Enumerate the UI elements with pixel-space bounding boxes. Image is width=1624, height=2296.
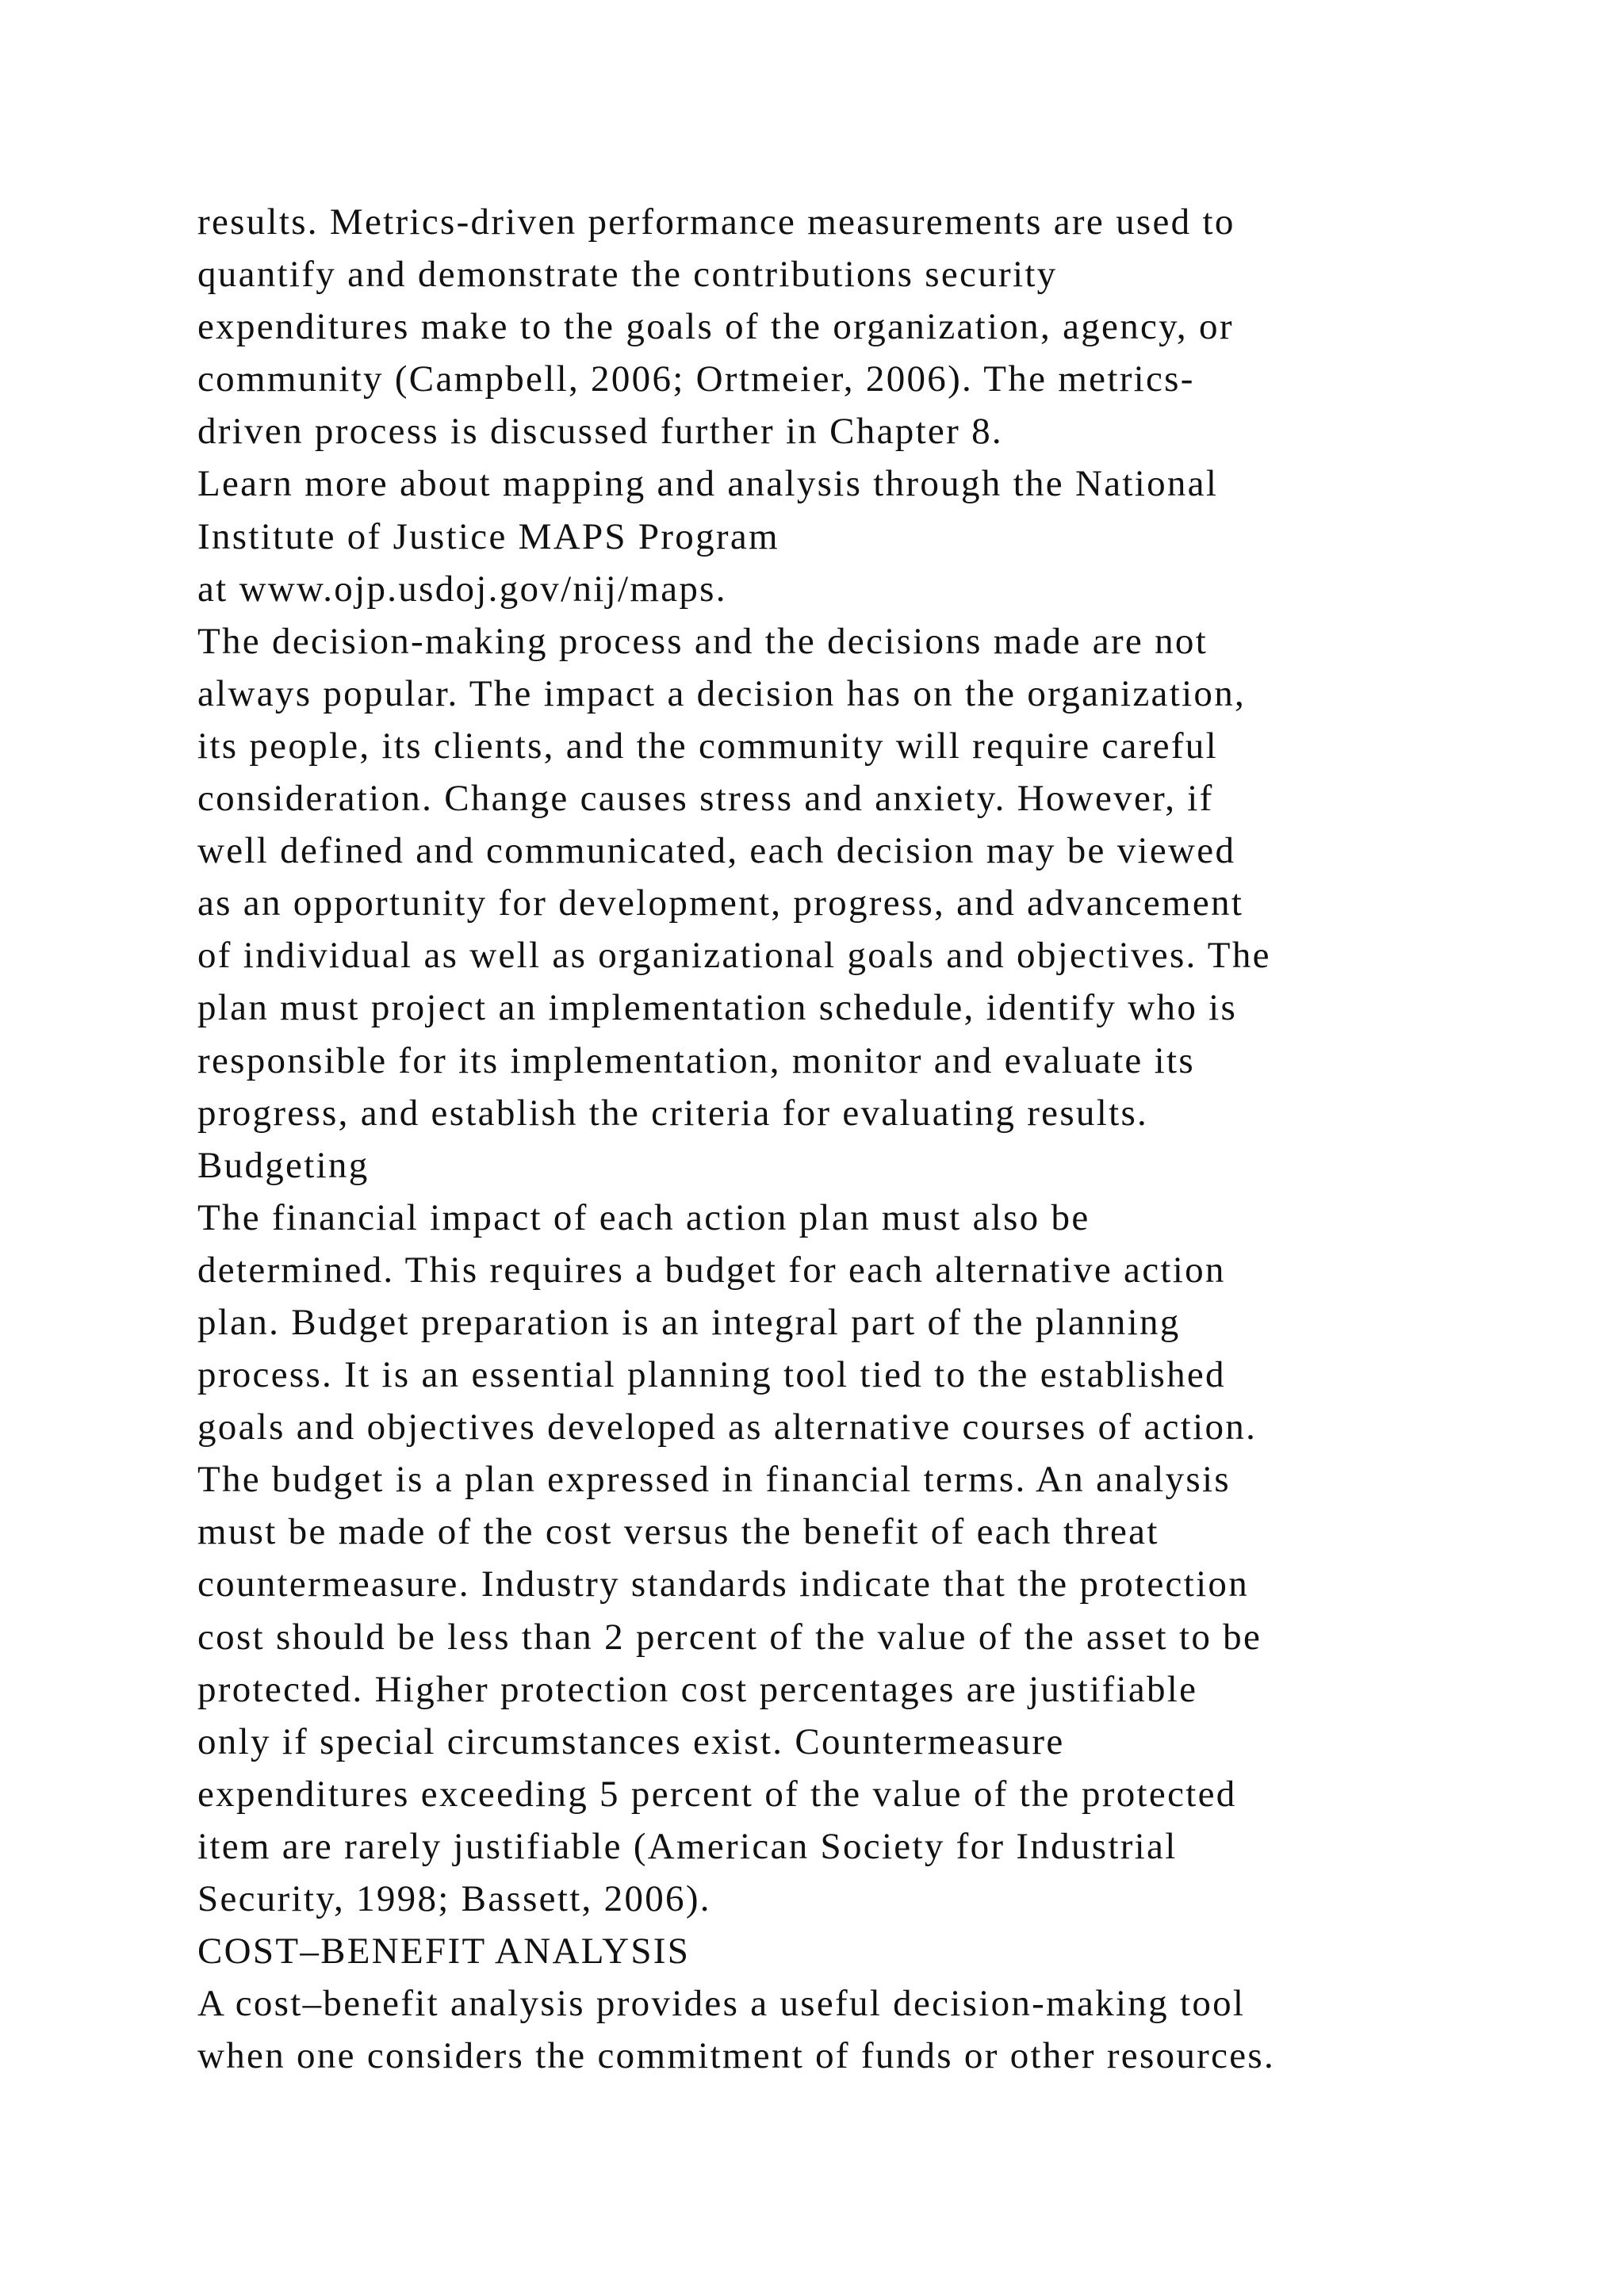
text-line: driven process is discussed further in Chapter 8. bbox=[197, 411, 1003, 453]
text-line: expenditures make to the goals of the organization, agency, or bbox=[197, 306, 1234, 348]
text-line: A cost–benefit analysis provides a useful decision-making tool bbox=[197, 1983, 1246, 2025]
text-line: process. It is an essential planning tool tied to the established bbox=[197, 1354, 1226, 1396]
text-line: responsible for its implementation, monitor and evaluate its bbox=[197, 1039, 1195, 1081]
text-line: goals and objectives developed as alternative courses of action. bbox=[197, 1406, 1258, 1448]
text-line: always popular. The impact a decision has on the organization, bbox=[197, 672, 1247, 714]
document-page bbox=[197, 196, 1593, 2082]
text-line: quantify and demonstrate the contributions security bbox=[197, 254, 1058, 296]
text-line: determined. This requires a budget for each alternative action bbox=[197, 1249, 1226, 1291]
text-line: of individual as well as organizational goals and objectives. The bbox=[197, 935, 1271, 977]
text-line: consideration. Change causes stress and anxiety. However, if bbox=[197, 778, 1214, 820]
text-line: Institute of Justice MAPS Program bbox=[197, 515, 779, 557]
text-line: item are rarely justifiable (American Society for Industrial bbox=[197, 1825, 1178, 1867]
text-line: protected. Higher protection cost percentages are justifiable bbox=[197, 1668, 1198, 1710]
text-line: progress, and establish the criteria for evaluating results. bbox=[197, 1092, 1149, 1134]
text-line: at www.ojp.usdoj.gov/nij/maps. bbox=[197, 568, 727, 610]
text-line: Security, 1998; Bassett, 2006). bbox=[197, 1878, 711, 1919]
text-line: only if special circumstances exist. Countermeasure bbox=[197, 1720, 1065, 1762]
text-line: cost should be less than 2 percent of the value of the asset to be bbox=[197, 1616, 1262, 1658]
text-line: as an opportunity for development, progress, and advancement bbox=[197, 882, 1244, 924]
text-line: when one considers the commitment of funds or other resources. bbox=[197, 2035, 1276, 2077]
text-line: plan must project an implementation schedule, identify who is bbox=[197, 987, 1238, 1029]
text-line: The budget is a plan expressed in financial terms. An analysis bbox=[197, 1459, 1231, 1501]
text-line: Learn more about mapping and analysis through the National bbox=[197, 463, 1219, 505]
text-line: community (Campbell, 2006; Ortmeier, 2006). The metrics- bbox=[197, 358, 1195, 400]
text-line: The decision-making process and the decisions made are not bbox=[197, 620, 1208, 662]
text-line: countermeasure. Industry standards indicate that the protection bbox=[197, 1563, 1250, 1605]
text-line: its people, its clients, and the community will require careful bbox=[197, 725, 1218, 767]
text-line: expenditures exceeding 5 percent of the value of the protected bbox=[197, 1773, 1237, 1815]
text-line: results. Metrics-driven performance measurements are used to bbox=[197, 201, 1235, 243]
text-line: must be made of the cost versus the benefit of each threat bbox=[197, 1511, 1159, 1553]
text-line: plan. Budget preparation is an integral part of the planning bbox=[197, 1301, 1181, 1343]
section-heading-budgeting: Budgeting bbox=[197, 1144, 370, 1186]
text-line: well defined and communicated, each decision may be viewed bbox=[197, 830, 1236, 872]
text-line: The financial impact of each action plan must also be bbox=[197, 1196, 1090, 1238]
section-heading-cost-benefit: COST–BENEFIT ANALYSIS bbox=[197, 1931, 691, 1973]
